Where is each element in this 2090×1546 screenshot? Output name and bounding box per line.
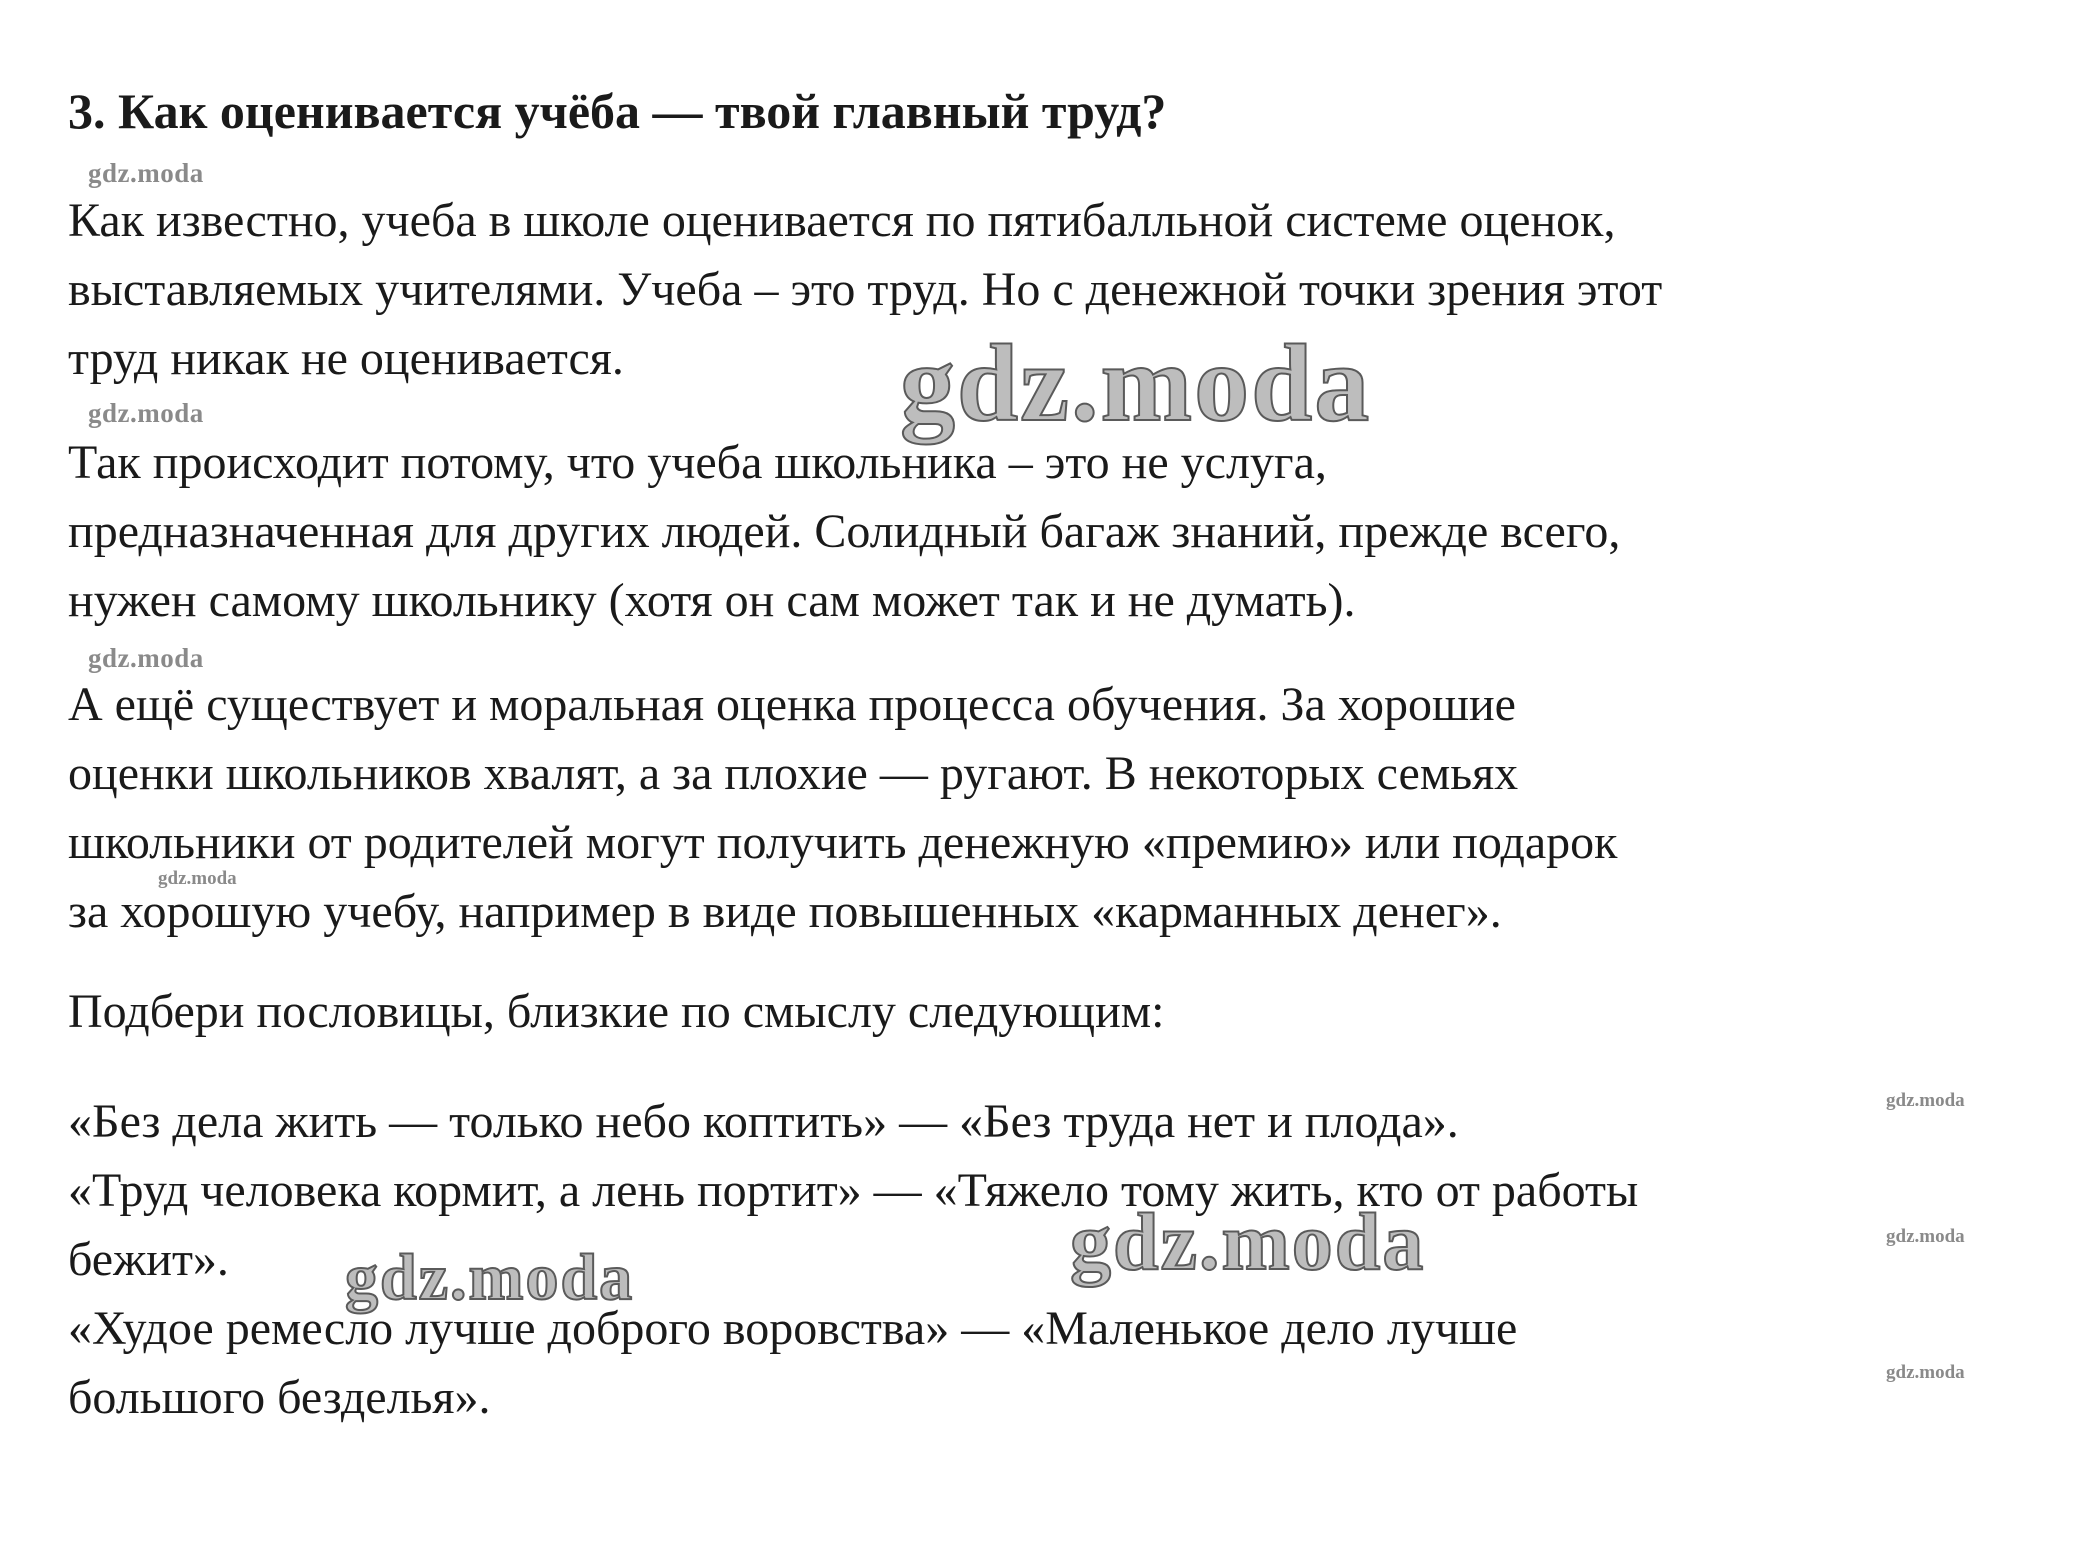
- watermark: gdz.moda: [158, 868, 237, 889]
- watermark: gdz.moda: [88, 643, 204, 673]
- text-line: труд никак не оценивается.: [68, 332, 624, 385]
- watermark: gdz.moda: [1886, 1362, 1965, 1383]
- text-line: нужен самому школьнику (хотя он сам может так и не думать).: [68, 574, 1356, 627]
- proverb-line: большого безделья».: [68, 1371, 491, 1424]
- proverb-line: «Без дела жить — только небо коптить» — «Без труда нет и плода».: [68, 1095, 1459, 1148]
- watermark: gdz.moda: [88, 398, 204, 428]
- watermark-large: gdz.moda: [345, 1241, 635, 1314]
- paragraph-2: [68, 428, 1620, 635]
- paragraph-1: [68, 186, 1662, 393]
- watermark: gdz.moda: [1886, 1226, 1965, 1247]
- text-line: выставляемых учителями. Учеба – это труд. Но с денежной точки зрения этот: [68, 263, 1663, 316]
- text-line: Так происходит потому, что учеба школьника – это не услуга,: [68, 436, 1327, 489]
- text-line: предназначенная для других людей. Солидный багаж знаний, прежде всего,: [68, 505, 1621, 558]
- text-line: оценки школьников хвалят, а за плохие — ругают. В некоторых семьях: [68, 747, 1519, 800]
- text-line: А ещё существует и моральная оценка процесса обучения. За хорошие: [68, 678, 1516, 731]
- proverb-line: бежит».: [68, 1233, 229, 1286]
- proverb-line: «Худое ремесло лучше доброго воровства» — «Маленькое дело лучше: [68, 1302, 1518, 1355]
- text-line: за хорошую учебу, например в виде повышенных «карманных денег».: [68, 885, 1502, 938]
- text-line: школьники от родителей могут получить денежную «премию» или подарок: [68, 816, 1618, 869]
- watermark: gdz.moda: [88, 158, 204, 188]
- text-line: Как известно, учеба в школе оценивается по пятибалльной системе оценок,: [68, 194, 1616, 247]
- text-line: Подбери пословицы, близкие по смыслу следующим:: [68, 985, 1165, 1038]
- task-prompt: [68, 977, 1165, 1046]
- paragraph-3: [68, 670, 1618, 946]
- watermark: gdz.moda: [1886, 1090, 1965, 1111]
- watermark-large: gdz.moda: [900, 322, 1372, 444]
- proverb-line: «Труд человека кормит, а лень портит» — «Тяжело тому жить, кто от работы: [68, 1164, 1639, 1217]
- watermark-large: gdz.moda: [1070, 1196, 1426, 1287]
- page-title: 3. Как оценивается учёба — твой главный труд?: [68, 83, 1167, 139]
